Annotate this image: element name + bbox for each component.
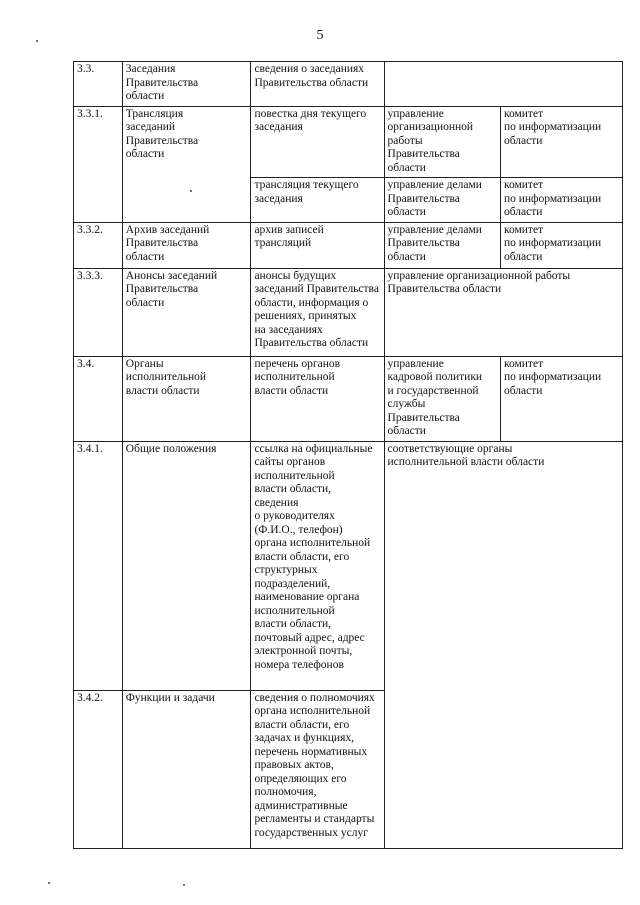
sections-table	[73, 61, 623, 849]
section-number: 3.4.1.	[74, 441, 123, 690]
table-row	[74, 356, 623, 441]
section-name: Общие положения	[122, 441, 251, 690]
responsible-department: управление делами Правительства области	[384, 222, 500, 268]
scan-speck	[190, 190, 192, 192]
section-name: Органы исполнительной власти области	[122, 356, 251, 441]
section-number: 3.3.3.	[74, 268, 123, 356]
section-number: 3.3.1.	[74, 106, 123, 222]
section-info: перечень органов исполнительной власти области	[251, 356, 384, 441]
responsible-department: управление организационной работы Правительства области	[384, 268, 622, 356]
section-name: Заседания Правительства области	[122, 62, 251, 107]
table-row	[74, 268, 623, 356]
section-number: 3.4.2.	[74, 690, 123, 848]
section-name: Анонсы заседаний Правительства области	[122, 268, 251, 356]
section-info: повестка дня текущего заседания	[251, 106, 384, 178]
section-info: архив записей трансляций	[251, 222, 384, 268]
section-number: 3.4.	[74, 356, 123, 441]
section-name: Трансляция заседаний Правительства области	[122, 106, 251, 222]
responsible-department: управление организационной работы Правительства области	[384, 106, 500, 178]
table-row	[74, 222, 623, 268]
section-name: Архив заседаний Правительства области	[122, 222, 251, 268]
scan-speck	[183, 884, 185, 886]
co-responsible: комитет по информатизации области	[500, 356, 622, 441]
section-info: сведения о полномочиях органа исполнительной власти области, его задачах и функциях, перечень нормативных правовых актов, определяющих его полномочия, административные регламенты и стандарты государственных услуг	[251, 690, 384, 848]
table-row	[74, 441, 623, 690]
page-number: 5	[316, 28, 324, 43]
responsible-cell	[384, 62, 622, 107]
section-name: Функции и задачи	[122, 690, 251, 848]
section-number: 3.3.2.	[74, 222, 123, 268]
section-number: 3.3.	[74, 62, 123, 107]
co-responsible: комитет по информатизации области	[500, 178, 622, 223]
section-info: трансляция текущего заседания	[251, 178, 384, 223]
scan-speck	[48, 882, 50, 884]
scan-speck	[36, 40, 38, 42]
table-row	[74, 106, 623, 178]
section-info: ссылка на официальные сайты органов исполнительной власти области, сведения о руководителях (Ф.И.О., телефон) органа исполнительной власти области, его структурных подразделений, наименование органа исполнительной власти области, почтовый адрес, адрес электронной почты, номера телефонов	[251, 441, 384, 690]
co-responsible: комитет по информатизации области	[500, 222, 622, 268]
responsible-department: управление кадровой политики и государственной службы Правительства области	[384, 356, 500, 441]
responsible-department: соответствующие органы исполнительной власти области	[384, 441, 622, 848]
co-responsible: комитет по информатизации области	[500, 106, 622, 178]
section-info: анонсы будущих заседаний Правительства области, информация о решениях, принятых на заседаниях Правительства области	[251, 268, 384, 356]
section-info: сведения о заседаниях Правительства области	[251, 62, 384, 107]
table-row	[74, 62, 623, 107]
responsible-department: управление делами Правительства области	[384, 178, 500, 223]
